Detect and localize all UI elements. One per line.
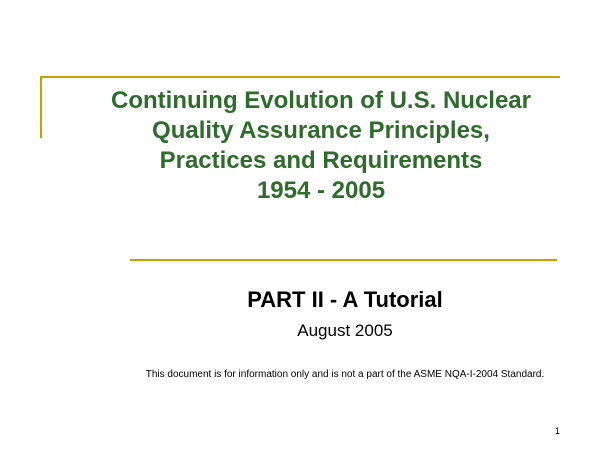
- title-line-1: Continuing Evolution of U.S. Nuclear: [111, 87, 531, 114]
- slide-disclaimer: This document is for information only and is not a part of the ASME NQA-I-2004 Standard.: [145, 369, 545, 380]
- slide-date: August 2005: [297, 321, 393, 340]
- title-line-4: 1954 - 2005: [256, 177, 386, 204]
- title-line-2: Quality Assurance Principles,: [152, 117, 490, 144]
- slide-subtitle: PART II - A Tutorial: [247, 287, 443, 312]
- title-divider-rule: [130, 259, 557, 261]
- page-number: 1: [555, 426, 561, 436]
- title-line-3: Practices and Requirements: [159, 147, 483, 174]
- title-frame-left-rule: [40, 76, 42, 138]
- title-frame-top-rule: [40, 76, 560, 78]
- slide-title: [46, 86, 596, 206]
